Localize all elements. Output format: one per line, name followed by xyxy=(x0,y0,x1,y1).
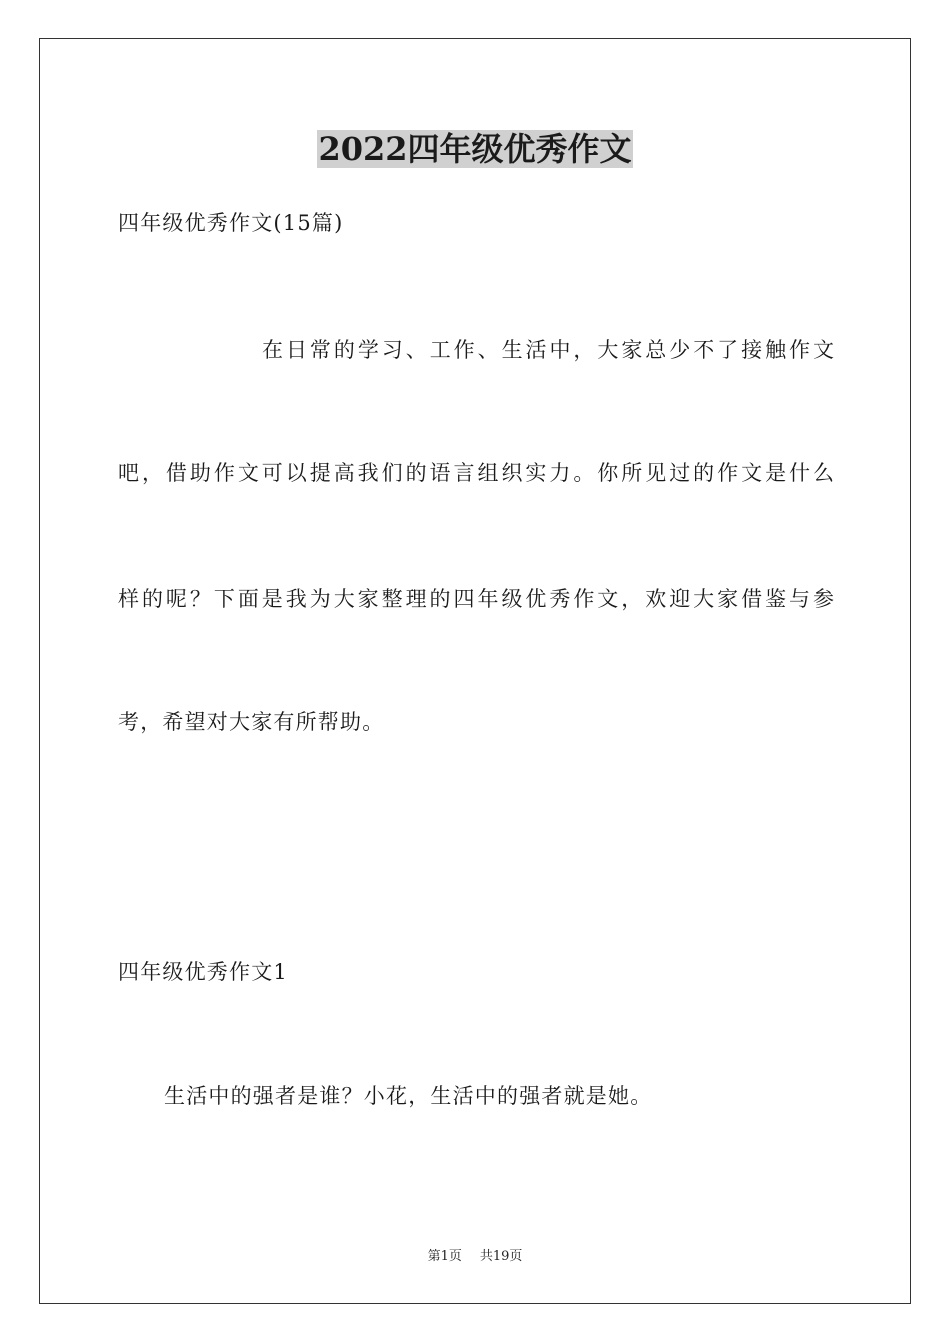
section-line-1: 生活中的强者是谁？小花，生活中的强者就是她。 xyxy=(164,1084,653,1108)
page-total: 共19页 xyxy=(479,1249,523,1264)
intro-line-3: 样的呢？下面是我为大家整理的四年级优秀作文，欢迎大家借鉴与参 xyxy=(118,587,834,611)
page-number: 第1页 xyxy=(427,1249,462,1264)
document-subtitle: 四年级优秀作文(15篇) xyxy=(118,211,344,235)
intro-line-1: 在日常的学习、工作、生活中，大家总少不了接触作文 xyxy=(262,338,834,362)
page-footer xyxy=(0,1248,950,1266)
intro-line-2: 吧，借助作文可以提高我们的语言组织实力。你所见过的作文是什么 xyxy=(118,461,834,485)
section-heading: 四年级优秀作文1 xyxy=(118,960,288,984)
document-title xyxy=(0,127,950,171)
document-title-text: 2022四年级优秀作文 xyxy=(318,130,632,168)
intro-line-4: 考，希望对大家有所帮助。 xyxy=(118,710,385,734)
